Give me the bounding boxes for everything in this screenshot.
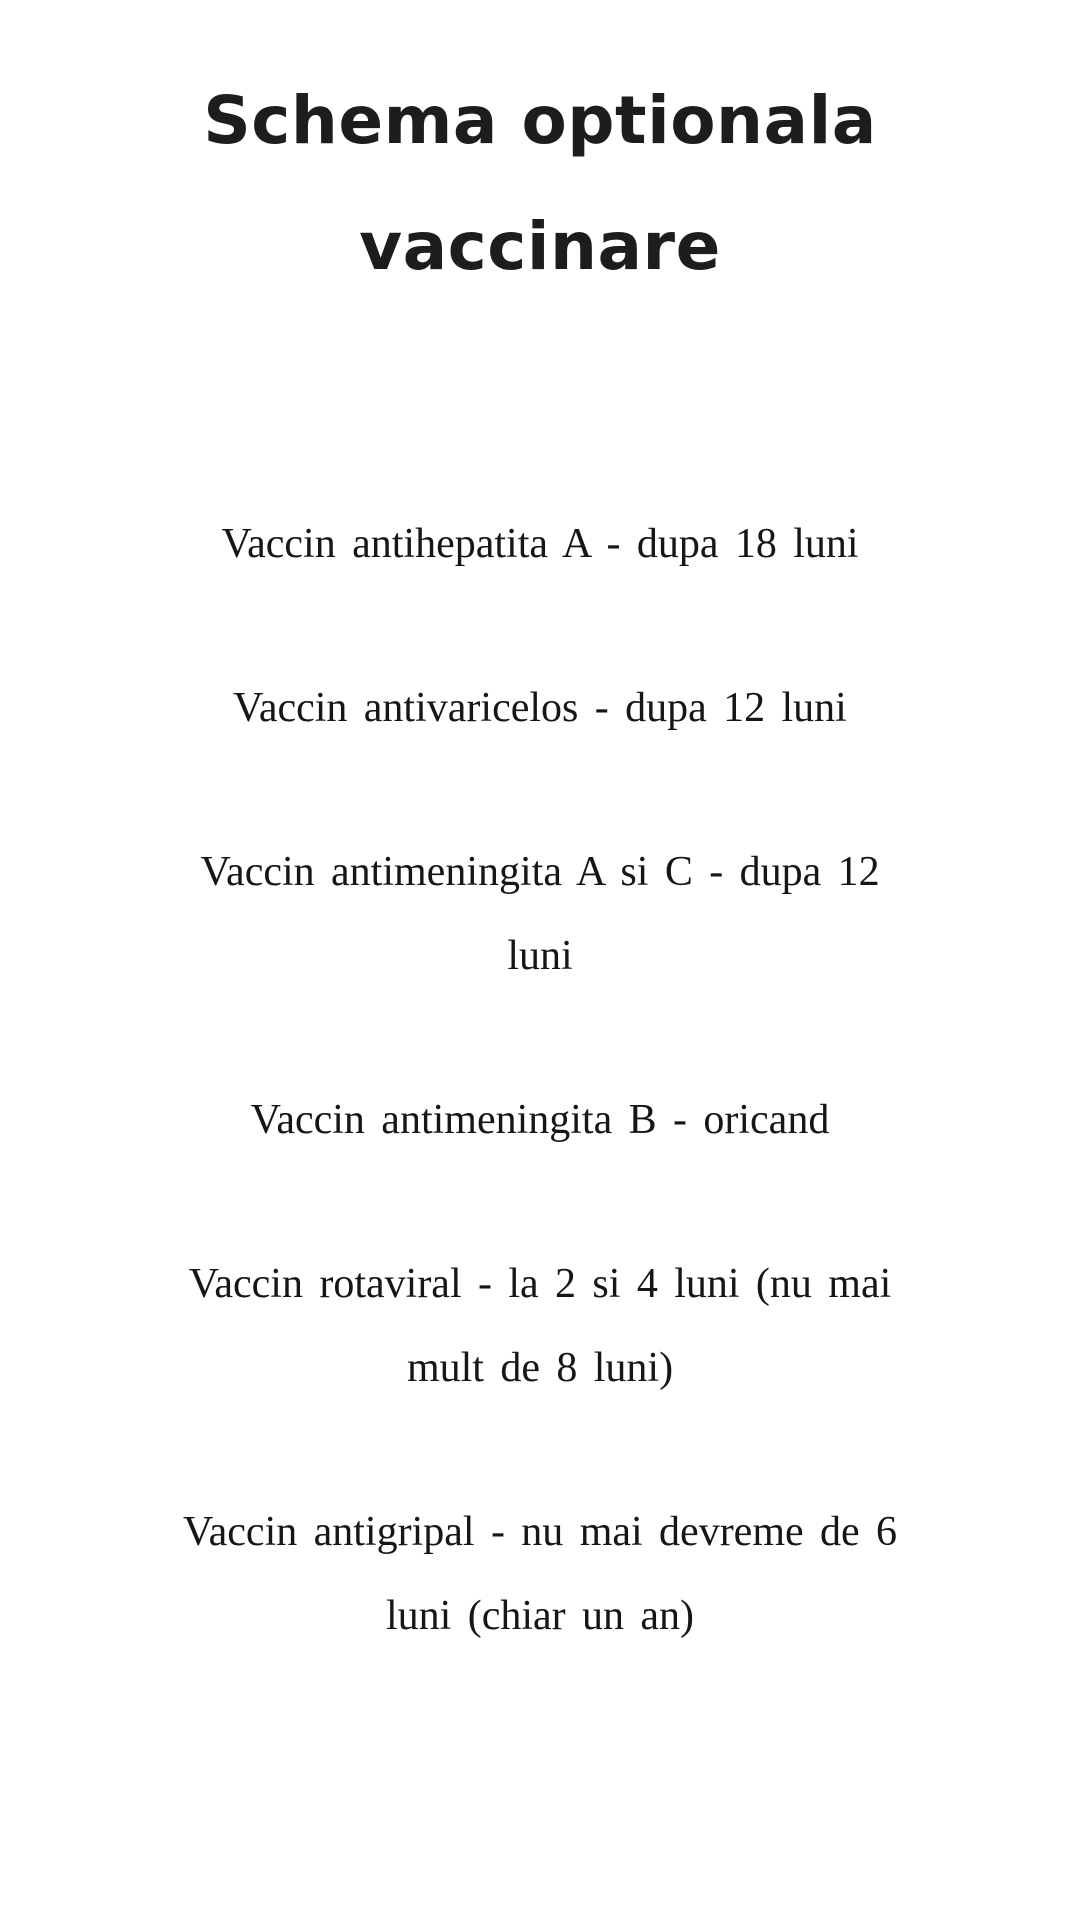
- vaccine-item-line: Vaccin rotaviral - la 2 si 4 luni (nu mai: [188, 1261, 892, 1307]
- page-title-line-2: vaccinare: [359, 208, 721, 285]
- vaccine-item-line: Vaccin antigripal - nu mai devreme de 6: [182, 1509, 898, 1555]
- vaccine-item-antigripal: [90, 1490, 990, 1658]
- vaccine-item-antimeningita-b: [90, 1078, 990, 1162]
- vaccine-list: [0, 502, 1080, 1658]
- vaccine-item-line: Vaccin antimeningita A si C - dupa 12: [200, 849, 880, 895]
- vaccine-item-antihepatita-a: [90, 502, 990, 586]
- vaccine-item-line: mult de 8 luni): [406, 1345, 674, 1391]
- page-title-line-1: Schema optionala: [203, 82, 877, 159]
- vaccine-item-line: luni (chiar un an): [385, 1593, 695, 1639]
- vaccine-item-antimeningita-a-c: [90, 830, 990, 998]
- vaccine-item-line: luni: [507, 933, 573, 979]
- vaccine-item-antivaricelos: [90, 666, 990, 750]
- vaccine-item-rotaviral: [90, 1242, 990, 1410]
- vaccine-item-line: Vaccin antivaricelos - dupa 12 luni: [233, 685, 847, 731]
- vaccine-item-line: Vaccin antimeningita B - oricand: [250, 1097, 830, 1143]
- vaccine-item-line: Vaccin antihepatita A - dupa 18 luni: [221, 521, 859, 567]
- page-title: [0, 58, 1080, 310]
